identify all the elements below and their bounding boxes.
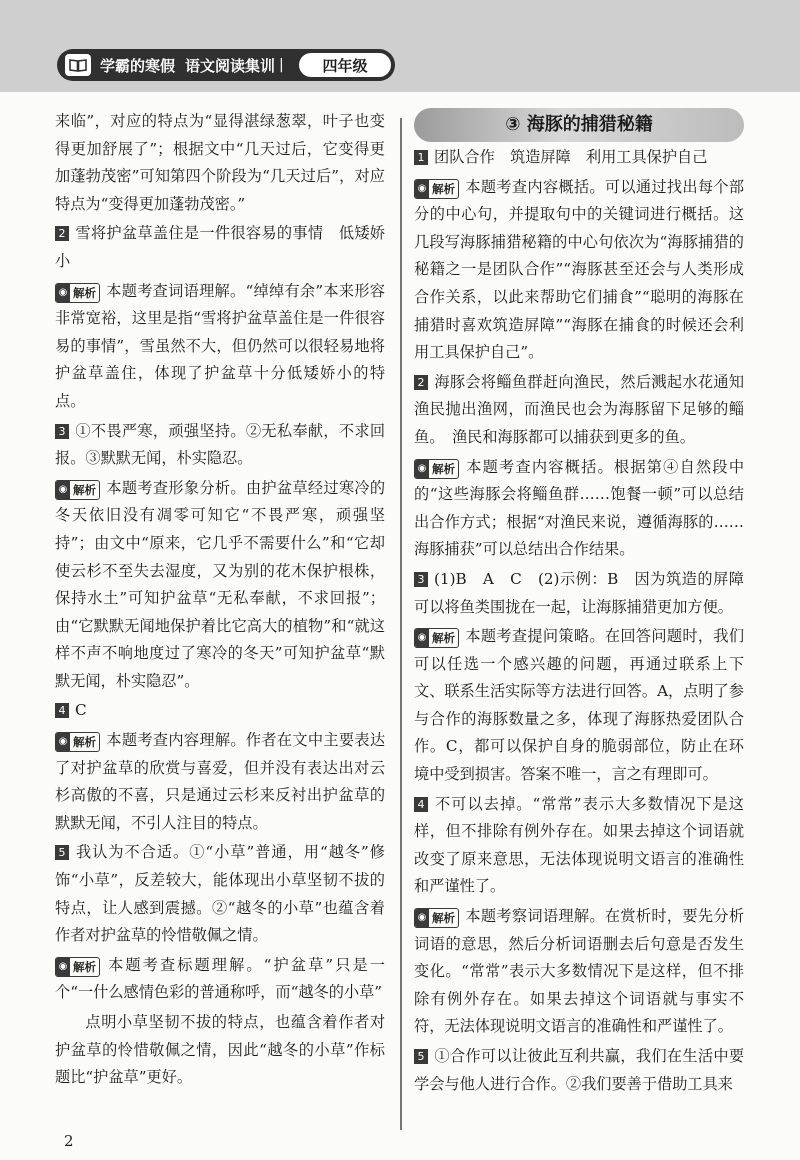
column-divider bbox=[400, 118, 402, 1130]
analysis-tag bbox=[414, 628, 459, 648]
analysis-tag bbox=[414, 179, 459, 199]
analysis-tag bbox=[55, 480, 100, 500]
analysis-label: 解析 bbox=[73, 285, 96, 300]
grade-badge: 四年级 bbox=[299, 53, 391, 77]
item-text: 不可以去掉。“常常”表示大多数情况下是这样，但不排除有例外存在。如果去掉这个词语就改变了原来意思，无法体现说明文语言的准确性和严谨性了。 bbox=[414, 794, 744, 896]
answer-item bbox=[55, 418, 385, 473]
item-text: 本题考察词语理解。在赏析时，要先分析词语的意思，然后分析词语删去后句意是否发生变化。“常常”表示大多数情况下是这样，但不排除有例外存在。如果去掉这个词语就与事实不符，无法体现说明文语言的准确性和严谨性了。 bbox=[414, 907, 744, 1036]
paragraph bbox=[55, 108, 385, 218]
item-text: 本题考查内容理解。作者在文中主要表达了对护盆草的欣赏与喜爱，但并没有表达出对云杉高傲的不喜，只是通过云杉来反衬出护盆草的默默无闻，不引人注目的特点。 bbox=[55, 731, 385, 832]
item-text: 本题考查词语理解。“绰绰有余”本来形容非常宽裕，这里是指“雪将护盆草盖住是一件很容易的事情”，雪虽然不大，但仍然可以很轻易地将护盆草盖住，体现了护盆草十分低矮娇小的特点。 bbox=[55, 281, 385, 410]
analysis-icon: ◉ bbox=[56, 958, 70, 976]
analysis-label: 解析 bbox=[432, 461, 455, 476]
analysis-tag bbox=[55, 283, 100, 303]
analysis-label: 解析 bbox=[73, 735, 96, 750]
analysis-item bbox=[414, 903, 744, 1041]
question-number: 1 bbox=[414, 150, 428, 165]
right-column bbox=[414, 108, 744, 1100]
analysis-item bbox=[55, 475, 385, 696]
question-number: 3 bbox=[55, 424, 69, 439]
question-number: 5 bbox=[55, 845, 69, 860]
section-title: ③ 海豚的捕猎秘籍 bbox=[414, 108, 744, 142]
analysis-item bbox=[414, 174, 744, 367]
book-icon bbox=[65, 54, 91, 76]
item-text: 来临”，对应的特点为“显得湛绿葱翠，叶子也变得更加舒展了”；根据文中“几天过后，它变得更加蓬勃茂密”可知第四个阶段为“几天过后”，对应特点为“变得更加蓬勃茂密。” bbox=[55, 112, 385, 213]
answer-item bbox=[55, 697, 385, 725]
analysis-icon: ◉ bbox=[56, 284, 70, 302]
item-text: C bbox=[75, 701, 87, 720]
analysis-tag bbox=[55, 957, 100, 977]
answer-item bbox=[414, 566, 744, 621]
analysis-item bbox=[414, 623, 744, 789]
item-text: 我认为不合适。①“小草”普通，用“越冬”修饰“小草”，反差较大，能体现出小草坚韧不拔的特点，让人感到震撼。②“越冬的小草”也蕴含着作者对护盆草的怜惜敬佩之情。 bbox=[55, 843, 385, 945]
item-text: ①不畏严寒，顽强坚持。②无私奉献，不求回报。③默默无闻，朴实隐忍。 bbox=[55, 421, 385, 468]
answer-item bbox=[55, 839, 385, 949]
analysis-tag bbox=[414, 459, 459, 479]
book-series: 学霸的寒假 bbox=[100, 56, 176, 75]
answer-item bbox=[414, 791, 744, 901]
question-number: 4 bbox=[414, 797, 428, 812]
analysis-label: 解析 bbox=[432, 911, 455, 926]
question-number: 3 bbox=[414, 572, 428, 587]
analysis-label: 解析 bbox=[432, 181, 455, 196]
answer-item bbox=[414, 1043, 744, 1098]
book-title: 语文阅读集训 bbox=[185, 56, 276, 75]
analysis-icon: ◉ bbox=[56, 733, 70, 751]
header-separator: | bbox=[279, 57, 284, 73]
item-text: 海豚会将鲻鱼群赶向渔民，然后溅起水花通知渔民抛出渔网，而渔民也会为海豚留下足够的鲻鱼。 渔民和海豚都可以捕获到更多的鱼。 bbox=[414, 372, 744, 446]
question-number: 2 bbox=[55, 226, 69, 241]
analysis-label: 解析 bbox=[73, 482, 96, 497]
analysis-icon: ◉ bbox=[56, 481, 70, 499]
analysis-label: 解析 bbox=[73, 959, 96, 974]
item-text: 点明小草坚韧不拔的特点，也蕴含着作者对护盆草的怜惜敬佩之情，因此“越冬的小草”作标题比“护盆草”更好。 bbox=[55, 1013, 385, 1087]
analysis-tag bbox=[414, 908, 459, 928]
analysis-label: 解析 bbox=[432, 631, 455, 646]
answer-item bbox=[414, 144, 744, 172]
analysis-icon: ◉ bbox=[415, 629, 429, 647]
analysis-item bbox=[55, 727, 385, 837]
item-text: 团队合作 筑造屏障 利用工具保护自己 bbox=[434, 148, 708, 166]
analysis-item bbox=[414, 454, 744, 564]
question-number: 2 bbox=[414, 375, 428, 390]
book-header bbox=[57, 49, 395, 81]
analysis-item bbox=[55, 952, 385, 1007]
item-text: 本题考查内容概括。根据第④自然段中的“这些海豚会将鲻鱼群……饱餐一顿”可以总结出合作方式；根据“对渔民来说，遵循海豚的……海豚捕获”可以总结出合作结果。 bbox=[414, 457, 744, 559]
analysis-item bbox=[55, 278, 385, 416]
question-number: 4 bbox=[55, 703, 69, 718]
analysis-icon: ◉ bbox=[415, 180, 429, 198]
item-text: 本题考查内容概括。可以通过找出每个部分的中心句，并提取句中的关键词进行概括。这几段写海豚捕猎秘籍的中心句依次为“海豚捕猎的秘籍之一是团队合作”“海豚甚至还会与人类形成合作关系，以此来帮助它们捕食”“聪明的海豚在捕猎时喜欢筑造屏障”“海豚在捕食的时候还会利用工具保护自己”。 bbox=[414, 177, 744, 362]
page-number: 2 bbox=[64, 1132, 74, 1150]
item-text: 本题考查提问策略。在回答问题时，我们可以任选一个感兴趣的问题，再通过联系上下文、联系生活实际等方法进行回答。A，点明了参与合作的海豚数量之多，体现了海豚热爱团队合作。C，都可以保护自身的脆弱部位，防止在环境中受到损害。答案不唯一，言之有理即可。 bbox=[414, 627, 744, 784]
question-number: 5 bbox=[414, 1049, 428, 1064]
left-column bbox=[55, 108, 385, 1094]
analysis-icon: ◉ bbox=[415, 909, 429, 927]
analysis-tag bbox=[55, 732, 100, 752]
paragraph bbox=[55, 1009, 385, 1092]
answer-item bbox=[414, 369, 744, 452]
item-text: ①合作可以让彼此互利共赢，我们在生活中要学会与他人进行合作。②我们要善于借助工具来 bbox=[414, 1047, 744, 1093]
analysis-icon: ◉ bbox=[415, 460, 429, 478]
answer-item bbox=[55, 220, 385, 275]
item-text: 本题考查形象分析。由护盆草经过寒冷的冬天依旧没有凋零可知它“不畏严寒，顽强坚持”；由文中“原来，它几乎不需要什么”和“它却使云杉不至失去湿度，又为别的花木保护根株，保持水土”可知护盆草“无私奉献，不求回报”；由“它默默无闻地保护着比它高大的植物”和“就这样不声不响地度过了寒冷的冬天”可知护盆草“默默无闻，朴实隐忍”。 bbox=[55, 478, 385, 690]
item-text: (1)B A C (2)示例：B 因为筑造的屏障可以将鱼类围拢在一起，让海豚捕猎更加方便。 bbox=[414, 569, 744, 616]
item-text: 雪将护盆草盖住是一件很容易的事情 低矮娇小 bbox=[55, 224, 385, 270]
item-text: 本题考查标题理解。“护盆草”只是一个“一什么感情色彩的普通称呼，而“越冬的小草” bbox=[55, 955, 385, 1002]
